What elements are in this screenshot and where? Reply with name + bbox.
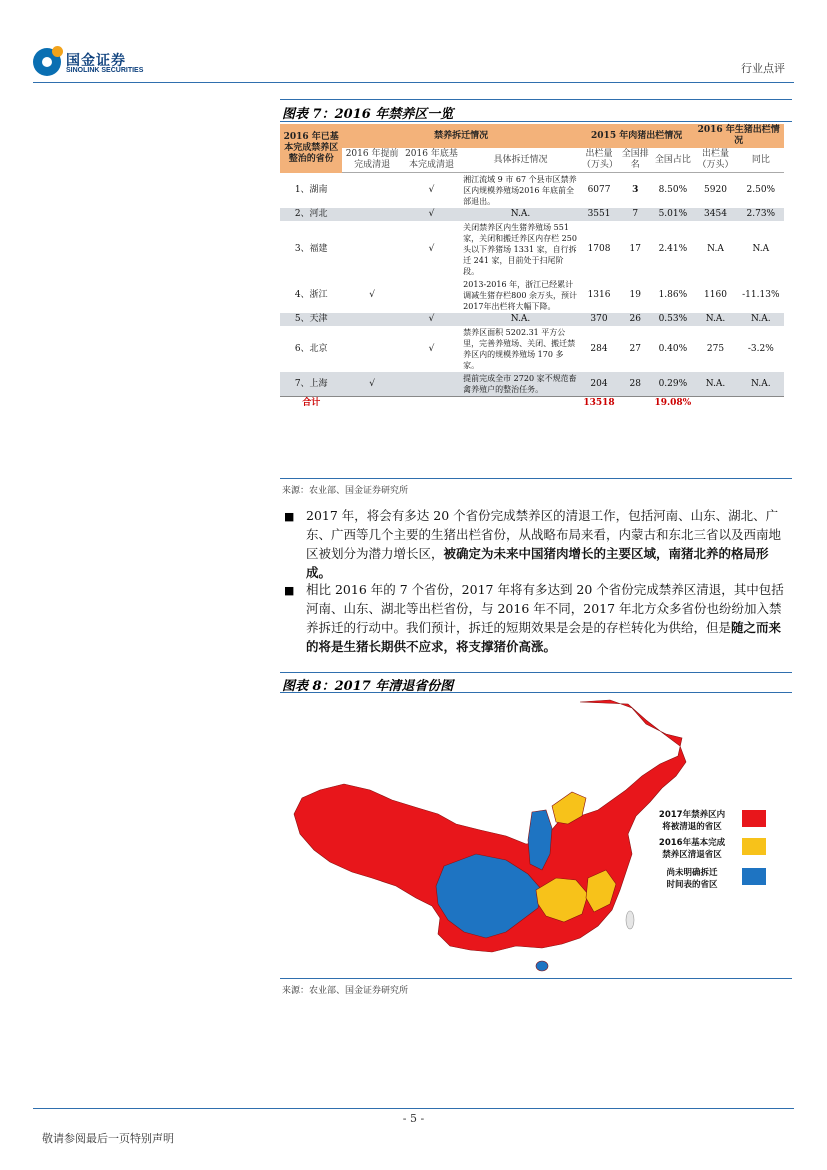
cell-done: √ — [402, 313, 461, 326]
table-row — [280, 326, 784, 372]
bullet-square-icon: ■ — [284, 510, 295, 523]
logo-mark-icon — [33, 48, 61, 76]
cell-out16: 3454 — [693, 208, 737, 221]
legend-swatch-blue — [742, 868, 766, 885]
bullet-square-icon: ■ — [284, 584, 295, 597]
cell-out16: N.A. — [693, 372, 737, 397]
cell-share: 2.41% — [658, 244, 688, 254]
figure7-source: 来源：农业部、国金证券研究所 — [282, 486, 409, 496]
cell-out16: N.A. — [693, 313, 737, 326]
cell-early — [342, 221, 401, 278]
cell-out16: N.A — [707, 244, 724, 254]
cell-rank: 19 — [629, 290, 641, 300]
table-row — [280, 208, 784, 221]
cell-out15: 1708 — [587, 244, 611, 254]
cell-yoy: 2.50% — [746, 185, 776, 195]
cell-out15: 284 — [590, 343, 608, 354]
cell-rank: 3 — [632, 185, 639, 195]
cell-done: √ — [402, 208, 461, 221]
cell-done: √ — [428, 343, 435, 354]
paragraph-2-bold: 随之而来的将是生猪长期供不应求，将支撑猪价高涨。 — [306, 620, 782, 654]
figure8-bottom-rule — [280, 978, 792, 979]
cell-detail: 关闭禁养区内生猪养殖场 551 家，关闭和搬迁养区内存栏 250 头以下养猪场 1331 家，自行拆迁 241 家，目前处于扫尾阶段。 — [463, 223, 577, 276]
logo-en: SINOLINK SECURITIES — [66, 67, 144, 74]
table-row — [280, 313, 784, 326]
logo-cn: 国金证券 — [66, 53, 126, 69]
map-island-taiwan — [626, 911, 634, 929]
cell-done — [402, 372, 461, 397]
cell-done — [402, 278, 461, 313]
cell-rank: 27 — [629, 343, 641, 354]
header-group-2016: 2016 年生猪出栏情况 — [693, 124, 784, 148]
cell-out16: 1160 — [704, 290, 727, 300]
figure8-title-rule — [280, 692, 792, 693]
legend-label-blue: 尚未明确拆迁 时间表的省区 — [666, 868, 718, 890]
table-row — [280, 372, 784, 397]
cell-prov: 7、上海 — [280, 372, 342, 397]
cell-share: 0.53% — [652, 313, 693, 326]
cell-prov: 6、北京 — [294, 343, 328, 354]
figure7-title-rule — [280, 121, 792, 122]
figure8-top-rule — [280, 672, 792, 673]
figure7-bottom-rule — [280, 478, 792, 479]
header-divider — [33, 82, 794, 83]
cell-out15: 370 — [580, 313, 618, 326]
cell-out16: 275 — [706, 343, 725, 354]
header-share: 全国占比 — [652, 148, 693, 173]
header-detail: 具体拆迁情况 — [461, 148, 580, 173]
legend-swatch-red — [742, 810, 766, 827]
table-row — [280, 173, 784, 209]
figure7-title: 图表 7：2016 年禁养区一览 — [282, 107, 454, 122]
report-category: 行业点评 — [741, 62, 785, 75]
prohibited-zone-table — [280, 124, 784, 410]
header-done: 2016 年底基本完成清退 — [402, 148, 461, 173]
cell-yoy: N.A. — [738, 313, 784, 326]
cell-out15: 204 — [580, 372, 618, 397]
cell-share: 8.50% — [658, 185, 688, 195]
header-early: 2016 年提前完成清退 — [342, 148, 401, 173]
cell-out15: 1316 — [587, 290, 611, 300]
china-map-figure — [280, 694, 792, 976]
cell-out16: 5920 — [704, 185, 727, 195]
legend-label-yellow: 2016年基本完成 禁养区清退省区 — [658, 838, 726, 860]
cell-total-out15: 13518 — [580, 397, 618, 411]
disclaimer-note: 敬请参阅最后一页特别声明 — [42, 1132, 174, 1145]
cell-rank: 28 — [618, 372, 652, 397]
map-island-hainan — [536, 961, 548, 971]
header-out16: 出栏量（万头） — [693, 148, 737, 173]
cell-early — [342, 326, 401, 372]
cell-yoy: 2.73% — [738, 208, 784, 221]
legend-label-red: 2017年禁养区内 将被清退的省区 — [658, 810, 726, 832]
cell-total-label: 合计 — [280, 397, 342, 411]
cell-early — [342, 313, 401, 326]
cell-early — [342, 173, 401, 209]
page-number: - 5 - — [402, 1112, 425, 1125]
cell-early — [342, 208, 401, 221]
cell-detail: 禁养区面积 5202.31 平方公里，完善养殖场、关闭、搬迁禁养区内的规模养殖场 170 多家。 — [463, 328, 576, 370]
cell-prov: 5、天津 — [280, 313, 342, 326]
cell-share: 0.29% — [652, 372, 693, 397]
cell-yoy: N.A. — [738, 372, 784, 397]
cell-out15: 6077 — [587, 185, 611, 195]
paragraph-2 — [306, 580, 790, 656]
header-group-2015: 2015 年肉猪出栏情况 — [580, 124, 693, 148]
cell-detail: N.A. — [461, 208, 580, 221]
cell-prov: 4、浙江 — [294, 290, 328, 300]
cell-prov: 1、湖南 — [294, 184, 328, 195]
cell-prov: 2、河北 — [280, 208, 342, 221]
cell-rank: 26 — [618, 313, 652, 326]
cell-share: 5.01% — [652, 208, 693, 221]
cell-rank: 17 — [629, 244, 641, 254]
cell-prov: 3、福建 — [294, 244, 328, 254]
figure8-title: 图表 8：2017 年清退省份图 — [282, 679, 454, 694]
paragraph-2-text: 相比 2016 年的 7 个省份，2017 年将有多达到 20 个省份完成禁养区清退，其中包括河南、山东、湖北等出栏省份，与 2016 年不同，2017 年北方众多省份也纷纷加入禁养拆迁的行动中。我们预计，拆迁的短期效果是会是的存栏转化为供给，但是 — [306, 582, 784, 635]
header-rank: 全国排名 — [618, 148, 652, 173]
table-row — [280, 278, 784, 313]
paragraph-1-bold: 被确定为未来中国猪肉增长的主要区域，南猪北养的格局形成。 — [306, 546, 769, 580]
cell-detail: N.A. — [461, 313, 580, 326]
cell-detail: 提前完成全市 2720 家不规范畜禽养殖户的整治任务。 — [461, 372, 580, 397]
cell-done: √ — [428, 185, 435, 195]
cell-yoy: N.A — [752, 244, 770, 254]
cell-detail: 湘江流域 9 市 67 个县市区禁养区内规模养殖场2016 年底前全部退出。 — [463, 175, 577, 206]
company-logo — [33, 48, 163, 78]
cell-share: 1.86% — [658, 290, 688, 300]
cell-early: √ — [342, 372, 401, 397]
cell-total-share: 19.08% — [652, 397, 693, 411]
cell-done: √ — [428, 244, 435, 254]
cell-yoy: -3.2% — [747, 343, 774, 354]
figure7-top-rule — [280, 99, 792, 100]
paragraph-1-text: 2017 年，将会有多达 20 个省份完成禁养区的清退工作，包括河南、山东、湖北、广东、广西等几个主要的生猪出栏省份，从战略布局来看，内蒙古和东北三省以及西南地区被划分为潜力增长区， — [306, 508, 782, 561]
paragraph-1 — [306, 506, 790, 582]
cell-yoy: -11.13% — [742, 290, 780, 300]
china-map — [280, 694, 792, 976]
header-group-relocation: 禁养拆迁情况 — [342, 124, 580, 148]
figure8-source: 来源：农业部、国金证券研究所 — [282, 986, 409, 996]
header-yoy: 同比 — [738, 148, 784, 173]
cell-out15: 3551 — [580, 208, 618, 221]
header-province: 2016 年已基本完成禁养区整治的省份 — [280, 124, 342, 173]
legend-swatch-yellow — [742, 838, 766, 855]
cell-rank: 7 — [618, 208, 652, 221]
cell-share: 0.40% — [658, 343, 688, 354]
cell-early: √ — [369, 290, 375, 300]
header-out15: 出栏量（万头） — [580, 148, 618, 173]
cell-detail: 2013-2016 年，浙江已经累计调减生猪存栏800 余万头，预计 2017年出栏将大幅下降。 — [463, 280, 577, 311]
table-total-row — [280, 397, 784, 411]
footer-divider — [33, 1108, 794, 1109]
table-row — [280, 221, 784, 278]
